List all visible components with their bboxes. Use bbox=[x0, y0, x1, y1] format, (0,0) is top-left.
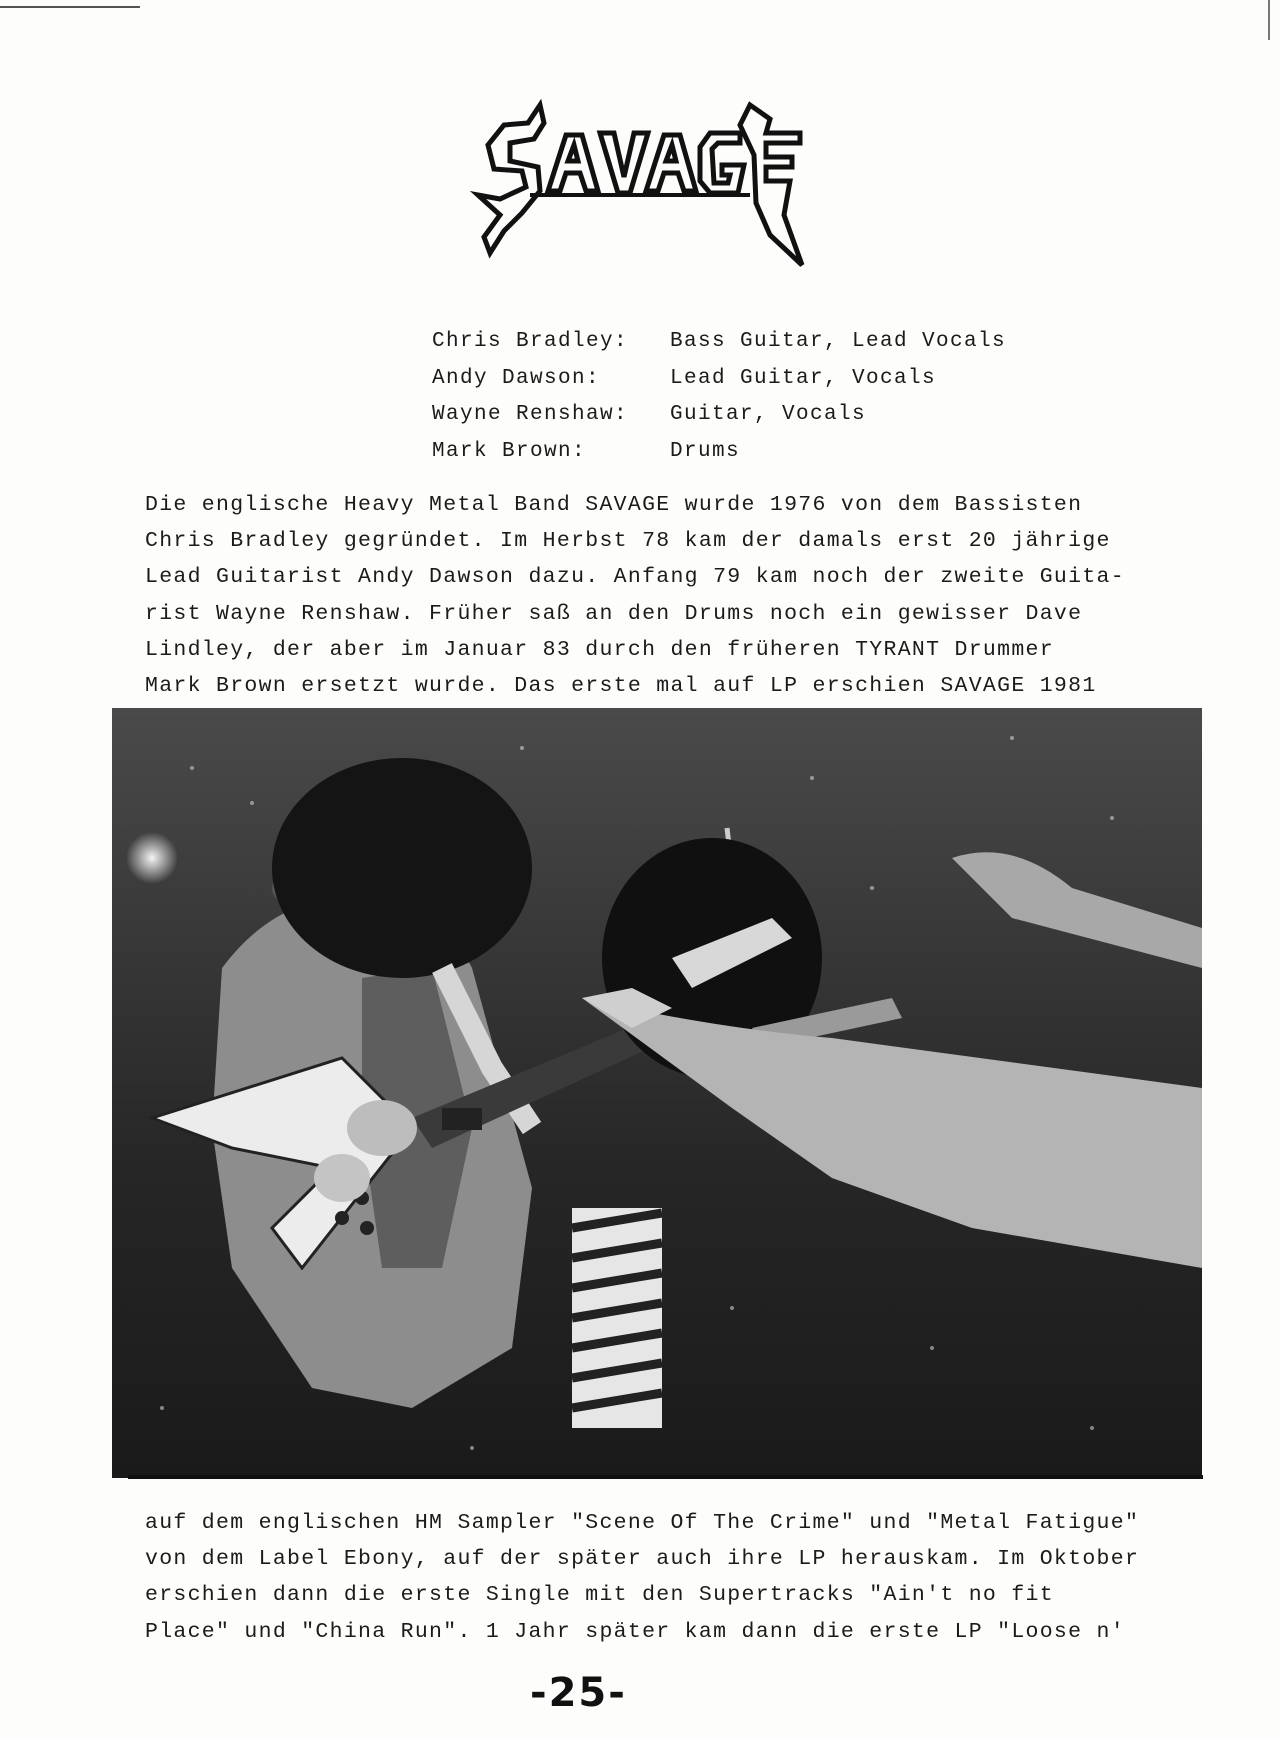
photo-bottom-rule bbox=[128, 1475, 1203, 1479]
member-name: Andy Dawson: bbox=[432, 366, 601, 390]
text-line: Lindley, der aber im Januar 83 durch den früheren TYRANT Drummer bbox=[145, 637, 1054, 662]
band-logo bbox=[470, 95, 810, 275]
text-line: erschien dann die erste Single mit den Supertracks "Ain't no fit bbox=[145, 1583, 1054, 1608]
member-name: Mark Brown: bbox=[432, 439, 587, 463]
edge-rule bbox=[1268, 0, 1270, 40]
text-line: Lead Guitarist Andy Dawson dazu. Anfang 79 kam noch der zweite Guita- bbox=[145, 565, 1125, 590]
member-role: Bass Guitar, Lead Vocals bbox=[670, 330, 1007, 353]
text-line: Mark Brown ersetzt wurde. Das erste mal auf LP erschien SAVAGE 1981 bbox=[145, 674, 1097, 699]
text-line: auf dem englischen HM Sampler "Scene Of The Crime" und "Metal Fatigue" bbox=[145, 1511, 1140, 1535]
text-line: Chris Bradley gegründet. Im Herbst 78 kam der damals erst 20 jährige bbox=[145, 529, 1111, 554]
band-logo-artwork bbox=[470, 95, 810, 275]
text-line: Die englische Heavy Metal Band SAVAGE wurde 1976 von dem Bassisten bbox=[145, 493, 1083, 517]
top-rule bbox=[0, 6, 140, 8]
member-role: Guitar, Vocals bbox=[670, 403, 867, 426]
text-line: von dem Label Ebony, auf der später auch ihre LP herauskam. Im Oktober bbox=[145, 1547, 1140, 1572]
page-number: -25- bbox=[530, 1670, 627, 1716]
text-line: rist Wayne Renshaw. Früher saß an den Drums noch ein gewisser Dave bbox=[145, 601, 1083, 626]
text-line: Place" und "China Run". 1 Jahr später kam dann die erste LP "Loose n' bbox=[145, 1619, 1125, 1644]
member-role: Lead Guitar, Vocals bbox=[670, 366, 937, 390]
concert-photo-image bbox=[112, 708, 1202, 1478]
member-name: Chris Bradley: bbox=[432, 330, 629, 353]
concert-photo bbox=[112, 708, 1202, 1478]
body-paragraph-intro bbox=[145, 487, 1125, 704]
member-role: Drums bbox=[670, 439, 741, 463]
body-paragraph-continued bbox=[145, 1505, 1139, 1650]
member-name: Wayne Renshaw: bbox=[432, 403, 629, 426]
